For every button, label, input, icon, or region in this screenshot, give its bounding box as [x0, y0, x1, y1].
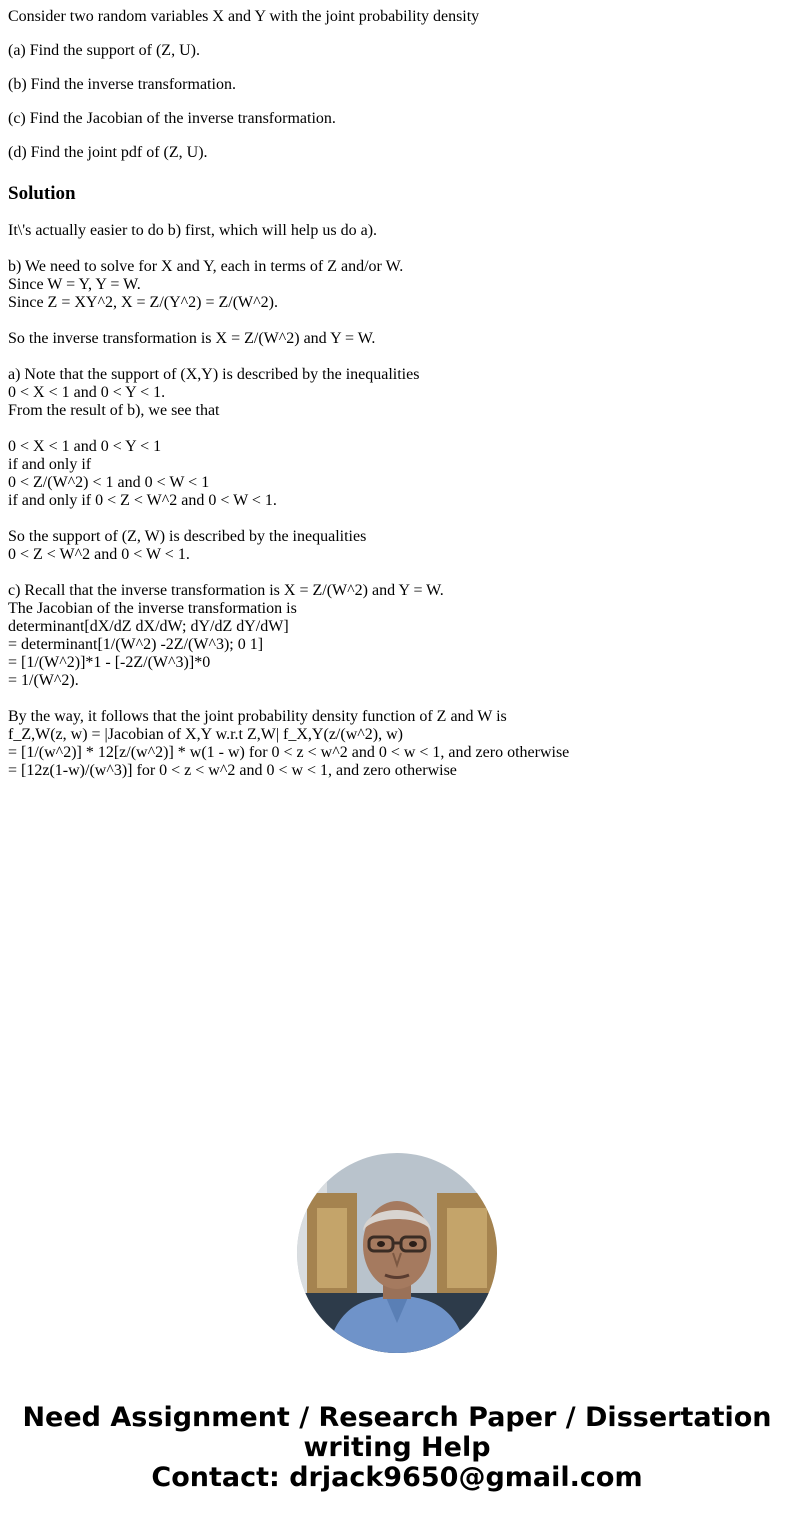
solution-line: So the inverse transformation is X = Z/(W^2) and Y = W. — [8, 330, 376, 347]
solution-line: f_Z,W(z, w) = |Jacobian of X,Y w.r.t Z,W| f_X,Y(z/(w^2), w) — [8, 726, 403, 743]
solution-line — [8, 420, 786, 438]
solution-text — [8, 222, 786, 780]
question-intro: Consider two random variables X and Y with the joint probability density — [8, 8, 480, 25]
solution-line: Since Z = XY^2, X = Z/(Y^2) = Z/(W^2). — [8, 294, 278, 311]
solution-line: 0 < X < 1 and 0 < Y < 1. — [8, 384, 166, 401]
solution-line: From the result of b), we see that — [8, 402, 220, 419]
solution-line: Since W = Y, Y = W. — [8, 276, 141, 293]
solution-line: 0 < Z < W^2 and 0 < W < 1. — [8, 546, 190, 563]
solution-line: = 1/(W^2). — [8, 672, 79, 689]
solution-line: b) We need to solve for X and Y, each in terms of Z and/or W. — [8, 258, 404, 275]
solution-line — [8, 510, 786, 528]
solution-line — [8, 240, 786, 258]
promo-line-1: Need Assignment / Research Paper / Dissertation — [22, 1402, 772, 1433]
solution-line: 0 < X < 1 and 0 < Y < 1 — [8, 438, 162, 455]
solution-line: It\'s actually easier to do b) first, which will help us do a). — [8, 222, 378, 239]
promo-footer — [0, 1403, 794, 1493]
avatar-portrait-icon — [297, 1153, 497, 1353]
solution-line: c) Recall that the inverse transformation is X = Z/(W^2) and Y = W. — [8, 582, 444, 599]
question-part-a: (a) Find the support of (Z, U). — [8, 42, 200, 59]
solution-line: a) Note that the support of (X,Y) is described by the inequalities — [8, 366, 420, 383]
solution-line: The Jacobian of the inverse transformation is — [8, 600, 297, 617]
solution-line: = [12z(1-w)/(w^3)] for 0 < z < w^2 and 0 < w < 1, and zero otherwise — [8, 762, 457, 779]
question-part-d: (d) Find the joint pdf of (Z, U). — [8, 144, 208, 161]
solution-line: if and only if 0 < Z < W^2 and 0 < W < 1. — [8, 492, 277, 509]
question-part-c: (c) Find the Jacobian of the inverse transformation. — [8, 110, 336, 127]
solution-line: So the support of (Z, W) is described by the inequalities — [8, 528, 367, 545]
solution-line: if and only if — [8, 456, 92, 473]
solution-line: By the way, it follows that the joint probability density function of Z and W is — [8, 708, 507, 725]
question-part-b: (b) Find the inverse transformation. — [8, 76, 236, 93]
author-avatar — [297, 1153, 497, 1353]
solution-heading: Solution — [8, 183, 76, 204]
question-block — [8, 8, 786, 162]
solution-line — [8, 690, 786, 708]
solution-line: = [1/(W^2)]*1 - [-2Z/(W^3)]*0 — [8, 654, 211, 671]
solution-line: determinant[dX/dZ dX/dW; dY/dZ dY/dW] — [8, 618, 289, 635]
solution-line — [8, 312, 786, 330]
solution-line — [8, 564, 786, 582]
solution-line: = [1/(w^2)] * 12[z/(w^2)] * w(1 - w) for 0 < z < w^2 and 0 < w < 1, and zero otherwise — [8, 744, 570, 761]
promo-line-2: writing Help — [303, 1432, 491, 1463]
promo-contact: Contact: drjack9650@gmail.com — [151, 1462, 643, 1493]
solution-line: = determinant[1/(W^2) -2Z/(W^3); 0 1] — [8, 636, 264, 653]
solution-line: 0 < Z/(W^2) < 1 and 0 < W < 1 — [8, 474, 210, 491]
solution-line — [8, 348, 786, 366]
